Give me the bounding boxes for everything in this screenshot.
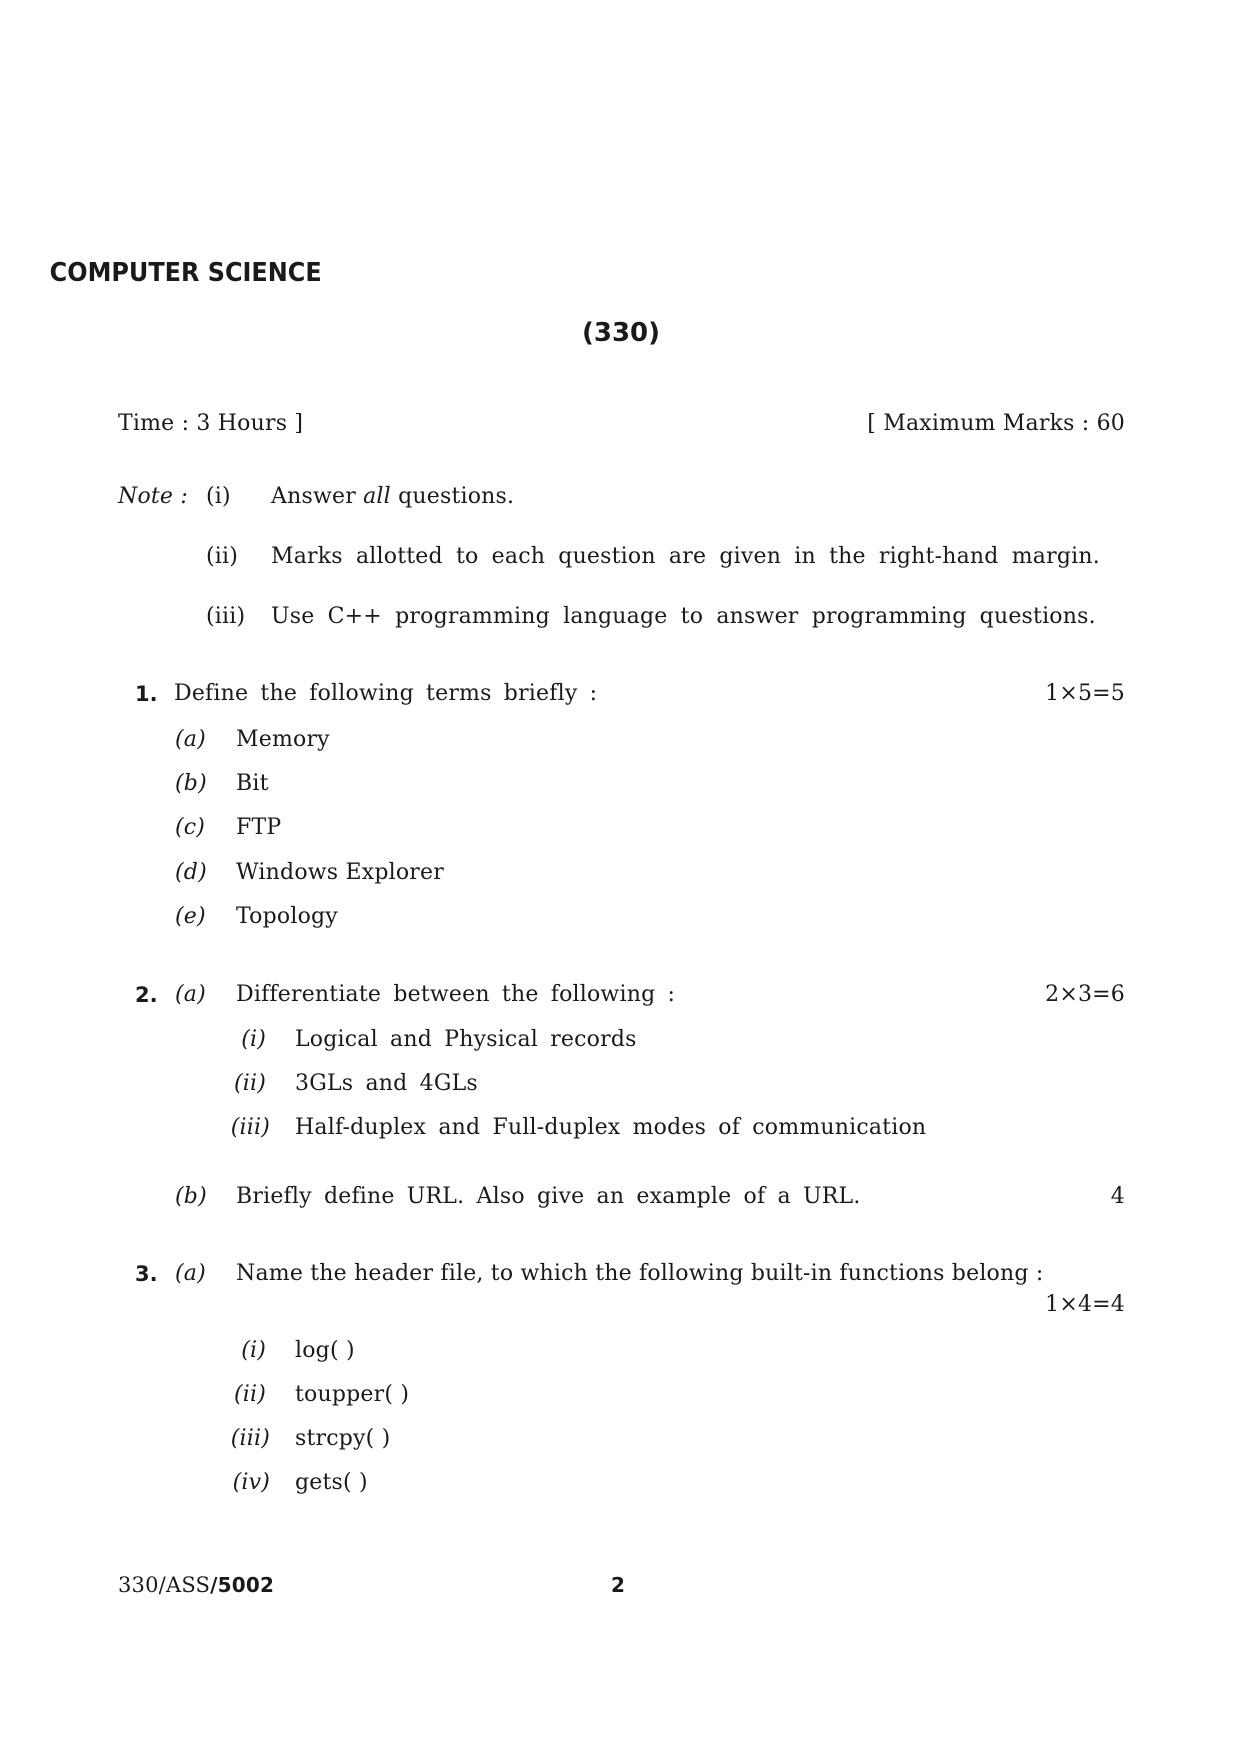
question-marks: 1×4=4 bbox=[1045, 1292, 1125, 1317]
sub-item-label: (ii) bbox=[233, 1382, 266, 1407]
paper-code: 330/ASS/5002 bbox=[118, 1573, 275, 1597]
part-label: (b) bbox=[175, 771, 207, 796]
sub-item-text: log( ) bbox=[295, 1338, 355, 1363]
maximum-marks: [ Maximum Marks : 60 bbox=[867, 411, 1125, 436]
question-marks: 2×3=6 bbox=[1045, 982, 1125, 1007]
part-label: (a) bbox=[175, 1261, 206, 1286]
note-label: Note : bbox=[118, 484, 188, 509]
sub-item-label: (iii) bbox=[230, 1115, 270, 1140]
sub-item-text: gets( ) bbox=[295, 1470, 368, 1495]
question-marks: 4 bbox=[1110, 1184, 1125, 1209]
sub-item-text: 3GLs and 4GLs bbox=[295, 1071, 478, 1096]
question-number: 2. bbox=[135, 983, 158, 1007]
question-number: 3. bbox=[135, 1262, 158, 1286]
sub-item-text: strcpy( ) bbox=[295, 1426, 391, 1451]
page-title: COMPUTER SCIENCE bbox=[49, 258, 322, 288]
sub-item-label: (ii) bbox=[233, 1071, 266, 1096]
part-text: Briefly define URL. Also give an example of a URL. bbox=[236, 1184, 861, 1209]
part-label: (b) bbox=[175, 1184, 207, 1209]
note-item-text: Use C++ programming language to answer programming questions. bbox=[271, 604, 1096, 629]
sub-item-text: Logical and Physical records bbox=[295, 1027, 637, 1052]
note-item-text: Answer all questions. bbox=[271, 484, 515, 509]
sub-item-label: (i) bbox=[241, 1338, 266, 1363]
sub-item-text: toupper( ) bbox=[295, 1382, 410, 1407]
part-text: FTP bbox=[236, 815, 282, 840]
part-text: Differentiate between the following : bbox=[236, 982, 676, 1007]
note-item-number: (i) bbox=[206, 484, 231, 509]
question-text: Define the following terms briefly : bbox=[174, 681, 598, 706]
note-item-number: (ii) bbox=[206, 544, 239, 569]
part-text: Windows Explorer bbox=[236, 860, 444, 885]
sub-item-label: (iv) bbox=[232, 1470, 270, 1495]
question-number: 1. bbox=[135, 682, 158, 706]
note-item-text: Marks allotted to each question are given in the right-hand margin. bbox=[271, 544, 1100, 569]
part-label: (c) bbox=[175, 815, 206, 840]
part-text: Memory bbox=[236, 727, 330, 752]
time-allowed: Time : 3 Hours ] bbox=[118, 411, 304, 436]
part-label: (a) bbox=[175, 727, 206, 752]
part-text: Topology bbox=[236, 904, 338, 929]
part-label: (d) bbox=[175, 860, 207, 885]
sub-item-label: (i) bbox=[241, 1027, 266, 1052]
subject-code: (330) bbox=[581, 318, 661, 348]
question-marks: 1×5=5 bbox=[1045, 681, 1125, 706]
sub-item-text: Half-duplex and Full-duplex modes of communication bbox=[295, 1115, 927, 1140]
part-text: Name the header file, to which the following built-in functions belong : bbox=[236, 1261, 1044, 1286]
page-number: 2 bbox=[611, 1573, 625, 1597]
part-label: (a) bbox=[175, 982, 206, 1007]
part-text: Bit bbox=[236, 771, 269, 796]
note-item-number: (iii) bbox=[206, 604, 246, 629]
sub-item-label: (iii) bbox=[230, 1426, 270, 1451]
part-label: (e) bbox=[175, 904, 206, 929]
